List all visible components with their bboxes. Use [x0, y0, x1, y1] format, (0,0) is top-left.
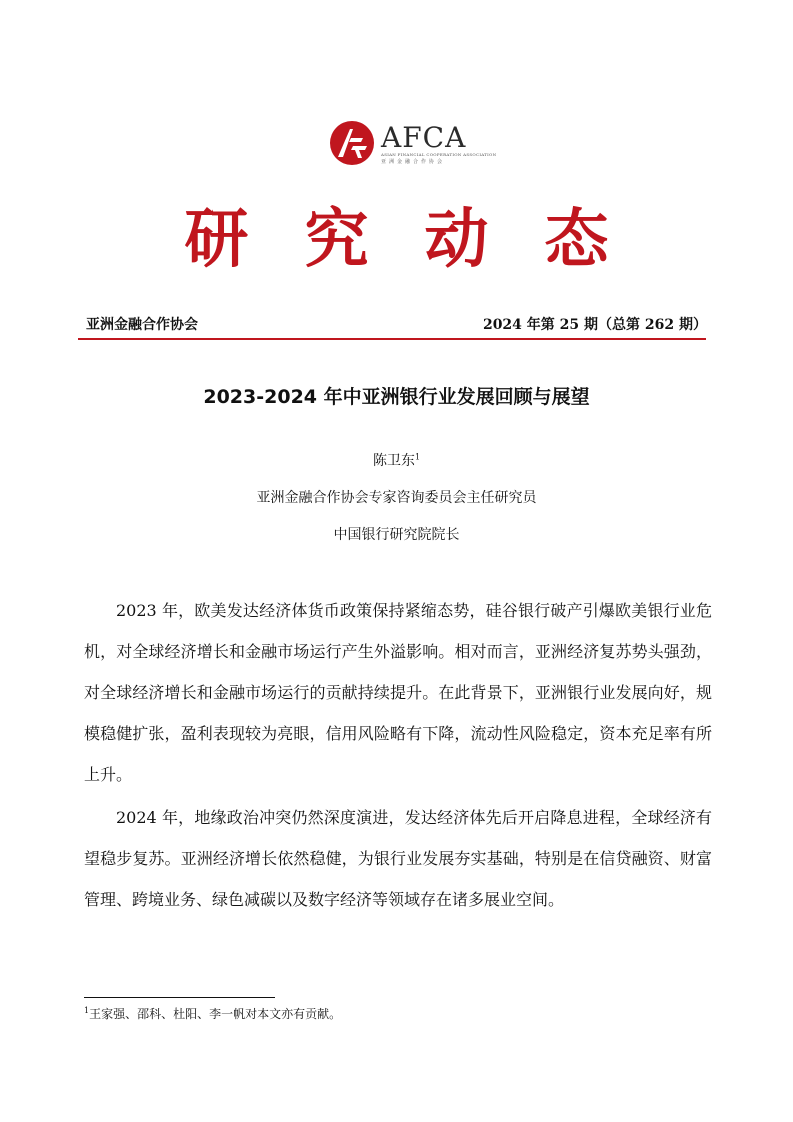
body-paragraph-1: 2023 年，欧美发达经济体货币政策保持紧缩态势，硅谷银行破产引爆欧美银行业危机，对全球经济增长和金融市场运行产生外溢影响。相对而言，亚洲经济复苏势头强劲，对全球经济增长和金融市场运行的贡献持续提升。在此背景下，亚洲银行业发展向好，规模稳健扩张，盈利表现较为亮眼，信用风险略有下降，流动性风险稳定，资本充足率有所上升。: [84, 601, 712, 784]
header-divider: [78, 338, 706, 340]
logo-subtitle-cn: 亚洲金融合作协会: [381, 159, 446, 165]
author-footnote-mark: 1: [414, 452, 421, 462]
logo-wordmark: AFCA: [381, 121, 467, 154]
logo-subtitle-en: ASIAN FINANCIAL COOPERATION ASSOCIATION: [381, 152, 497, 157]
footnote-divider: [84, 997, 275, 998]
masthead-title: 研究动态: [184, 203, 665, 277]
issue-number: 2024 年第 25 期（总第 262 期）: [482, 317, 707, 333]
body-paragraph-2: 2024 年，地缘政治冲突仍然深度演进，发达经济体先后开启降息进程，全球经济有望稳步复苏。亚洲经济增长依然稳健，为银行业发展夯实基础，特别是在信贷融资、财富管理、跨境业务、绿色减碳以及数字经济等领域存在诸多展业空间。: [84, 808, 712, 909]
author-name: 陈卫东: [372, 453, 415, 469]
afca-logo: [329, 120, 497, 180]
footnote-text: 王家强、邵科、杜阳、李一帆对本文亦有贡献。: [89, 1007, 342, 1021]
author-affiliation-2: 中国银行研究院院长: [333, 527, 460, 543]
afca-emblem-icon: [329, 120, 375, 166]
issuer-name: 亚洲金融合作协会: [86, 317, 198, 333]
author-affiliation-1: 亚洲金融合作协会专家咨询委员会主任研究员: [256, 490, 537, 506]
footnote: [84, 1005, 341, 1023]
footnote-mark: 1: [84, 1006, 90, 1015]
author-line: [0, 451, 793, 471]
article-title: 2023-2024 年中亚洲银行业发展回顾与展望: [203, 386, 590, 408]
